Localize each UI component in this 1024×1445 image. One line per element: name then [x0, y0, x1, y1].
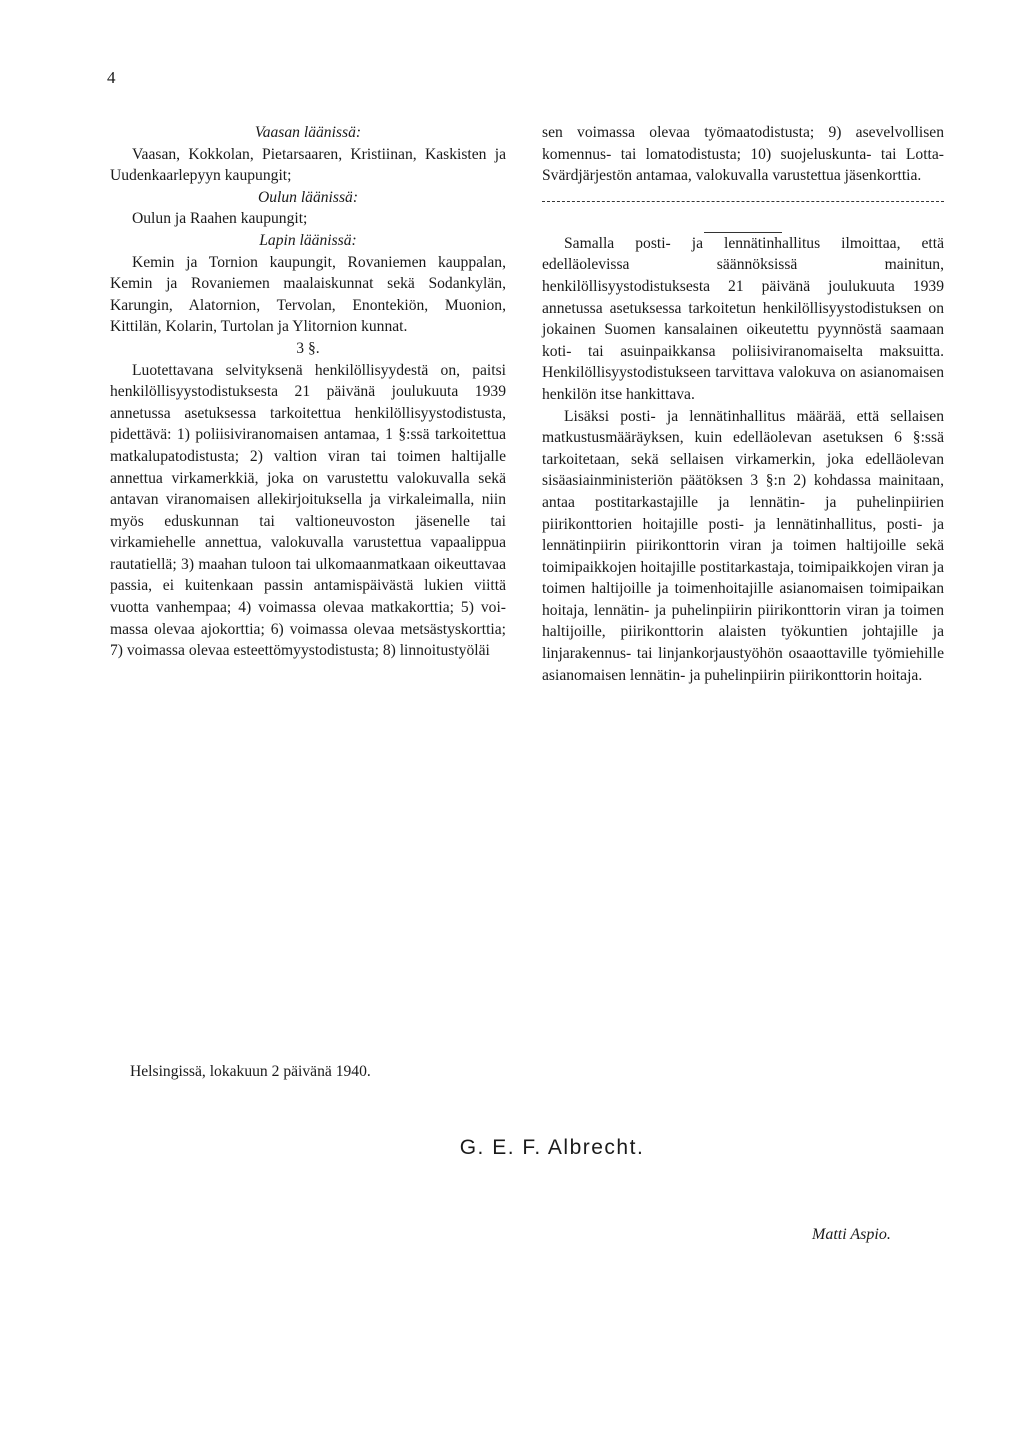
heading-lappi-province: Lapin läänissä: [259, 231, 357, 249]
left-column [110, 122, 506, 662]
page-number: 4 [107, 68, 116, 87]
signatory-second: Matti Aspio. [812, 1226, 891, 1243]
paragraph-additional-orders: Lisäksi posti- ja lennätinhallitus määrää, että sellaisen matkustusmääräyksen, kuin edelläolevan asetuksen 6 §:ssä tarkoitetaan, sekä sellaisen virkamerkin, joka edelläolevan sisäasiainministeriön päätöksen 3 §:n 2) kohdassa mainitaan, antaa postitarkastajille ja lennätin- ja puhelinpiirien piirikonttorien hoitajille posti- ja lennätinhallitus, posti- ja lennätinpiirin piirikonttorin viran ja toimen haltijoille sekä toimipaikkojen hoitajille postitarkastaja, toimipaikkojen viran ja toimen haltijoille ja toimenhoitajille asianomaisen toimipaikan hoitaja, lennätin- ja puhelinpiirin piirikonttorin viran ja toimen haltijoille, piirikonttorin alaisten työkuntien johtajille ja linjarakennus- tai linjankorjaustyöhön osaaottaville työmiehille asianomaisen lennätin- ja puhelinpiirin piirikonttorin hoitaja. [542, 407, 944, 684]
signatory-main: G. E. F. Albrecht. [459, 1136, 645, 1159]
dashed-separator [542, 201, 944, 202]
heading-oulu-province: Oulun läänissä: [257, 188, 359, 206]
text-lappi-towns: Kemin ja Tornion kaupungit, Rovaniemen kauppalan, Kemin ja Rovaniemen maalaiskunnat sekä Sodankylän, Karungin, Alatornion, Tervolan, Enontekiön, Muonion, Kittilän, Kolarin, Turtolan ja Ylitornion kunnat. [110, 253, 506, 336]
text-vaasa-towns: Vaasan, Kokkolan, Pietarsaaren, Kristiinan, Kaskisten ja Uudenkaarlepyyn kaupungit; [110, 145, 506, 185]
paragraph-notice: Samalla posti- ja lennätinhallitus ilmoittaa, että edelläolevissa säännöksissä mainitun, henkilöllisyystodistuksesta 21 päivänä joulukuuta 1939 annetussa asetuksessa tarkoitetun henkilöllisyystodistuksen on jokainen Suomen kansalainen oikeutettu pyynnöstä saamaan koti- tai asuinpaikkansa poliisiviranomaiselta maksuitta. Henkilöllisyystodistukseen tarvittava valokuva on asianomaisen henkilön itse hankittava. [542, 234, 944, 403]
text-oulu-towns: Oulun ja Raahen kaupungit; [132, 210, 308, 228]
text-continued: sen voimassa olevaa työmaatodistusta; 9) asevelvollisen komennus- tai lomatodistusta; 10) suojeluskunta- tai Lotta-Svärdjärjestön antamaa, valokuvalla varustettua jäsenkorttia. [542, 124, 944, 185]
heading-vaasa-province: Vaasan läänissä: [254, 124, 362, 141]
place-and-date: Helsingissä, lokakuun 2 päivänä 1940. [130, 1063, 371, 1080]
right-column [542, 122, 944, 686]
section-number: 3 §. [296, 339, 320, 357]
text-section-3: Luotettavana selvityksenä henkilöllisyydestä on, paitsi henkilöllisyystodistuksesta 21 päivänä joulukuuta 1939 annetussa asetuksessa tarkoitettua henkilöllisyystodistusta, pidettävä: 1) poliisiviranomaisen antamaa, 1 §:ssä tarkoitettua matkalupatodistusta; 2) valtion viran tai toimen haltijalle annettua virkamerkkiä, joka on varustettu valokuvalla sekä antavan viranomaisen allekirjoituksella ja virkaleimalla, niin myös eduskunnan tai valtioneuvoston jäsenelle tai virkamiehelle annettua, valokuvalla varustettua vapaalippua rautatiellä; 3) maahan tuloon tai ulkomaanmatkaan oikeuttavaa passia, ei kuitenkaan passin antamispäivästä lukien viittä vuotta vanhempaa; 4) voimassa olevaa matkakorttia; 5) voimassa olevaa ajokorttia; 6) voimassa olevaa metsästyskorttia; 7) voimassa olevaa esteettömyystodistusta; 8) linnoitustyöläi [110, 361, 506, 660]
